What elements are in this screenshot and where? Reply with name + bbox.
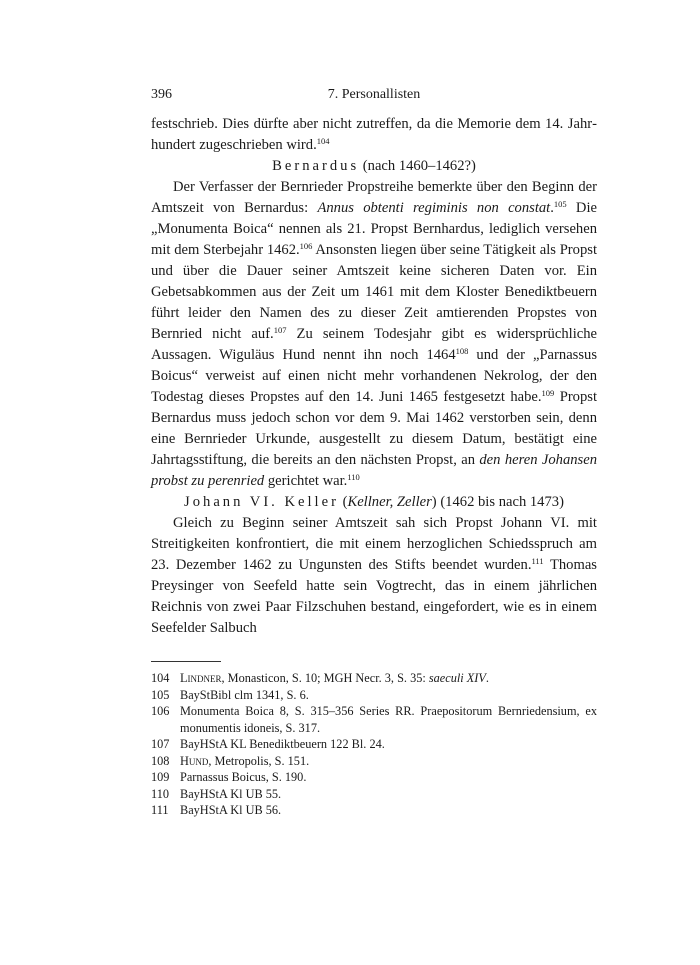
footnote-number: 106 xyxy=(151,704,170,718)
section-dates: (1462 bis nach 1473) xyxy=(440,494,564,510)
running-title: 7. Personallisten xyxy=(327,87,421,102)
footnote-ref: 111 xyxy=(531,556,544,566)
footnotes xyxy=(151,670,597,819)
footnote: 109 Parnassus Boicus, S. 190. xyxy=(151,770,307,784)
section-alias: Kellner, Zeller xyxy=(347,494,432,510)
paragraph-continuation: festschrieb. Dies dürfte aber nicht zutreffen, da die Memorie dem 14. Jahrhundert zugeschrieben wird.$^{104}$ xyxy=(151,116,597,153)
footnote-number: 107 xyxy=(151,737,170,751)
footnote-ref: 105 xyxy=(553,199,567,209)
footnote-number: 109 xyxy=(151,770,170,784)
footnote-number: 111 xyxy=(151,803,169,817)
footnote: 111 BayHStA Kl UB 56. xyxy=(151,803,282,817)
footnote-ref: 109 xyxy=(541,388,555,398)
section-name: Bernardus xyxy=(272,158,360,174)
paragraph-johann: Gleich zu Beginn seiner Amtszeit sah sich Propst Johann VI. mit Streitigkeiten konfrontiert, die mit einem herzoglichen Schiedsspruch am 23. Dezember 1462 zu Ungunsten des Stifts beendet wurden.$^{111}$ Thomas Preysinger von Seefeld hatte sein Vogtrecht, das in einem jährlichen Reichnis von zwei Paar Filzschuhen bestand, eingefordert, wie es in einem Seefelder Salbuch xyxy=(151,515,597,636)
main-text xyxy=(151,114,597,639)
footnote-number: 108 xyxy=(151,753,170,768)
footnote-separator xyxy=(151,661,221,662)
footnote: 106 Monumenta Boica 8, S. 315–356 Series RR. Praepositorum Bernriedensium, ex monumentis idoneis, S. 317. xyxy=(151,704,597,735)
footnote-number: 104 xyxy=(151,671,170,685)
section-dates: (nach 1460–1462?) xyxy=(362,158,476,174)
footnote-number: 105 xyxy=(151,687,170,702)
section-name: Johann VI. Keller xyxy=(184,494,339,510)
footnote: 107 BayHStA KL Benediktbeuern 122 Bl. 24. xyxy=(151,737,385,751)
footnote: 105 BayStBibl clm 1341, S. 6. xyxy=(151,687,309,702)
footnote: 108 Hund, Metropolis, S. 151. xyxy=(151,753,310,768)
footnote-ref: 107 xyxy=(273,325,287,335)
footnote: 110 BayHStA Kl UB 55. xyxy=(151,786,282,801)
section-heading-johann: Johann VI. Keller (Kellner, Zeller) (1462 bis nach 1473) xyxy=(184,494,564,510)
paragraph-bernardus: Der Verfasser der Bernrieder Propstreihe bemerkte über den Beginn der Amtszeit von Bernardus: Annus obtenti regiminis non constat.$^{105}$ Die „Monumenta Boica“ nennen als 21. Propst Bernhardus, lediglich versehen mit dem Sterbejahr 1462.$^{106}$ Ansonsten liegen über seine Tätigkeit als Propst und über die Dauer seiner Amtszeit keine sicheren Daten vor. Ein Gebetsabkommen aus der Zeit um 1461 mit dem Kloster Benediktbeuern führt leider den Namen des zu dieser Zeit amtierenden Propstes von Bernried nicht auf.$^{107}$ Zu seinem Todesjahr gibt es widersprüchliche Aussagen. Wiguläus Hund nennt ihn noch 1464$^{108}$ und der „Parnassus Boicus“ verweist auf einen nicht mehr vorhandenen Nekrolog, der den Todestag dieses Propstes auf den 14. Juni 1465 festgesetzt habe.$^{109}$ Propst Bernardus muss jedoch schon vor dem 9. Mai 1462 verstorben sein, denn eine Bernrieder Urkunde, ausgestellt zu diesem Datum, bestätigt eine Jahrtagsstiftung, die bereits an den nächsten Propst, an den heren Johansen probst zu perenried gerichtet war.$^{110}$ xyxy=(151,179,598,489)
footnote-number: 110 xyxy=(151,786,169,801)
footnote-ref: 110 xyxy=(347,472,360,482)
page-number: 396 xyxy=(151,87,172,102)
footnote-ref: 106 xyxy=(299,241,313,251)
section-heading-bernardus xyxy=(151,156,597,177)
footnote-ref: 104 xyxy=(316,136,330,146)
footnote-ref: 108 xyxy=(455,346,469,356)
footnote: 104 Lindner, Monasticon, S. 10; MGH Necr. 3, S. 35: saeculi XIV. xyxy=(151,671,489,685)
